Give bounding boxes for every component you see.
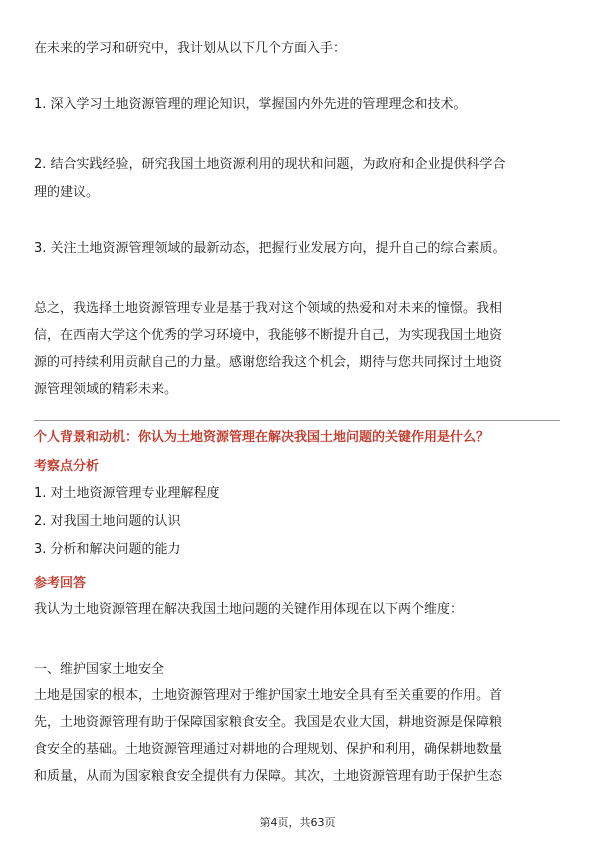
plan-item-2-line-1: 2. 结合实践经验，研究我国土地资源利用的现状和问题，为政府和企业提供科学合 bbox=[34, 157, 506, 172]
summary-line: 源的可持续利用贡献自己的力量。感谢您给我这个机会，期待与您共同探讨土地资 bbox=[34, 355, 503, 370]
intro-lead: 在未来的学习和研究中，我计划从以下几个方面入手： bbox=[34, 41, 347, 56]
summary-line: 信，在西南大学这个优秀的学习环境中，我能够不断提升自己，为实现我国土地资 bbox=[34, 328, 503, 343]
question-title: 个人背景和动机：你认为土地资源管理在解决我国土地问题的关键作用是什么？ bbox=[34, 430, 490, 445]
section-divider bbox=[34, 420, 560, 421]
point-1-line: 和质量，从而为国家粮食安全提供有力保障。其次，土地资源管理有助于保护生态 bbox=[34, 769, 503, 784]
analysis-item: 1. 对土地资源管理专业理解程度 bbox=[34, 486, 220, 501]
analysis-item: 3. 分析和解决问题的能力 bbox=[34, 542, 181, 557]
point-1-line: 先，土地资源管理有助于保障国家粮食安全。我国是农业大国，耕地资源是保障粮 bbox=[34, 715, 503, 730]
plan-item-2-line-2: 理的建议。 bbox=[34, 185, 100, 200]
answer-label: 参考回答 bbox=[34, 576, 87, 591]
plan-item-3: 3. 关注土地资源管理领域的最新动态，把握行业发展方向，提升自己的综合素质。 bbox=[34, 241, 506, 256]
plan-item-1: 1. 深入学习土地资源管理的理论知识，掌握国内外先进的管理理念和技术。 bbox=[34, 97, 467, 112]
point-1-line: 土地是国家的根本，土地资源管理对于维护国家土地安全具有至关重要的作用。首 bbox=[34, 688, 503, 703]
analysis-item: 2. 对我国土地问题的认识 bbox=[34, 514, 181, 529]
summary-line: 总之，我选择土地资源管理专业是基于我对这个领域的热爱和对未来的憧憬。我相 bbox=[34, 301, 503, 316]
page-footer: 第4页，共63页 bbox=[259, 816, 336, 829]
point-1-heading: 一、维护国家土地安全 bbox=[34, 662, 165, 677]
summary-line: 源管理领域的精彩未来。 bbox=[34, 382, 178, 397]
analysis-label: 考察点分析 bbox=[34, 459, 100, 474]
point-1-line: 食安全的基础。土地资源管理通过对耕地的合理规划、保护和利用，确保耕地数量 bbox=[34, 742, 503, 757]
answer-lead: 我认为土地资源管理在解决我国土地问题的关键作用体现在以下两个维度： bbox=[34, 602, 464, 617]
